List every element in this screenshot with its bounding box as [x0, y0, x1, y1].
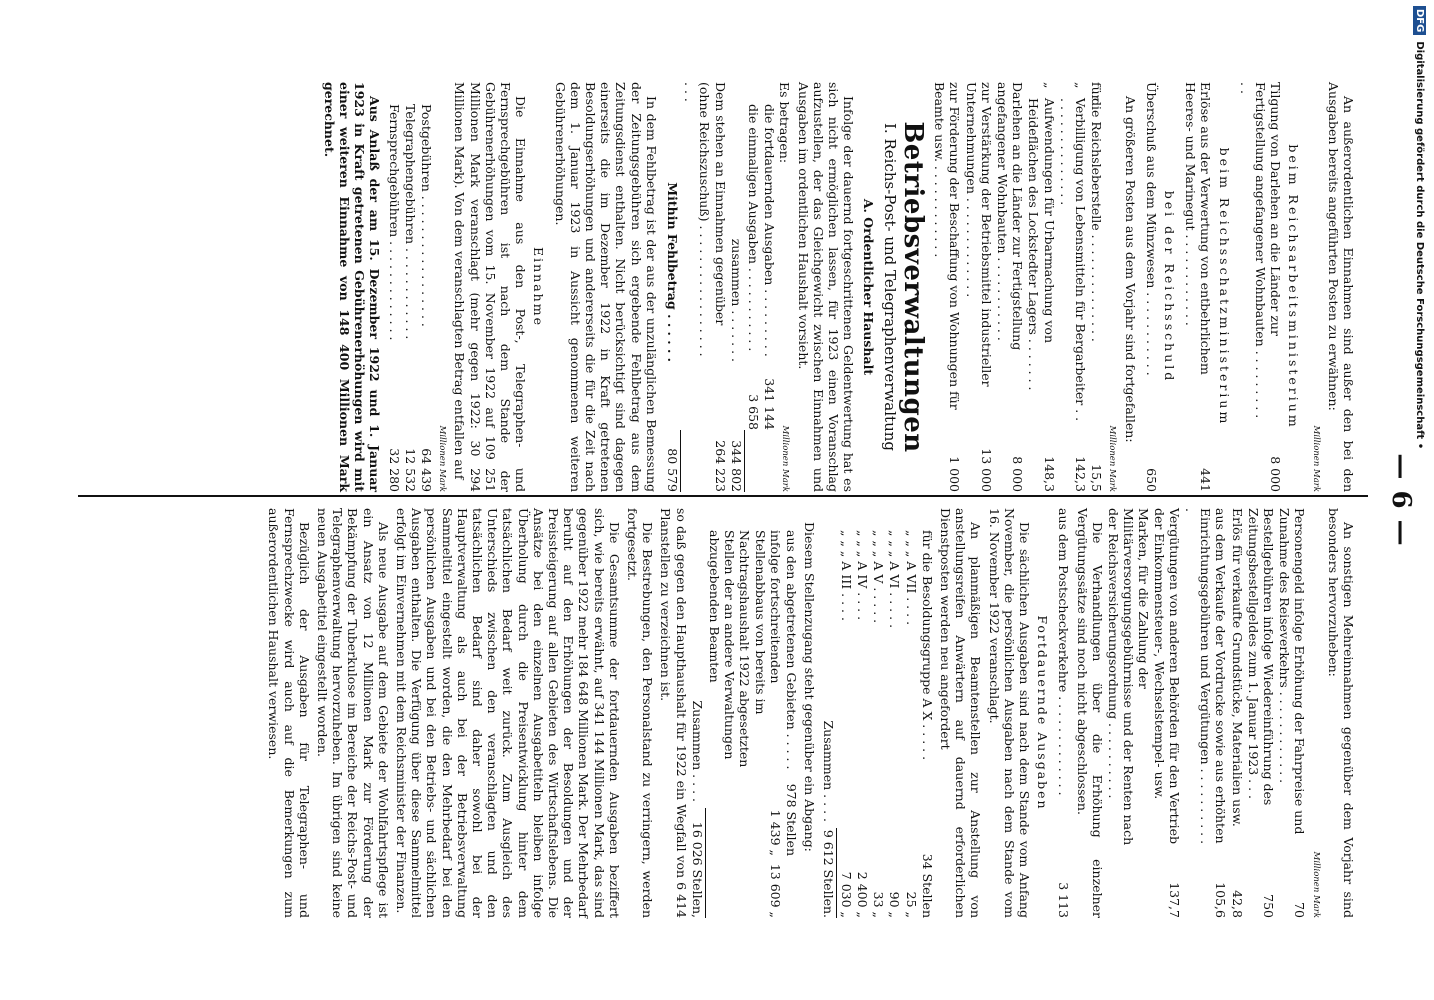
table-row [762, 82, 777, 492]
row-value: 3 658 [746, 394, 762, 430]
table-row [665, 82, 681, 492]
table-row [419, 82, 434, 492]
row-label: Erlös für verkaufte Grundstücke, Materialien usw. [1229, 508, 1245, 827]
table-row [920, 508, 935, 918]
paragraph: An sonstigen Mehreinnahmen gegenüber dem Vorjahr sind besonders hervorzuheben: [1325, 508, 1356, 918]
paragraph: An planmäßigen Beamtenstellen zur Anstellung von anstellungsreifen Anwärtern auf dauernd erforderlichen Dienstposten werden neu angefordert [937, 508, 984, 918]
row-label: „ „ „ A VI . . . . . [887, 530, 903, 629]
paragraph: In dem Fehlbetrag ist der aus der unzulänglichen Bemessung der Zeitungsgebühren sich ergebende Fehlbetrag aus dem Zeitungsdienst enthalten. Nicht berücksichtigt sind dagegen einerseits die im Dezember 1922 in Kraft getretenen Besoldungserhöhungen und andererseits die für die Zeit nach dem 1. Januar 1923 in Aussicht genommenen weiteren Gebührenerhöhungen. [552, 82, 659, 492]
row-label: die fortdauernden Ausgaben . . . . . . . . . [762, 104, 778, 357]
unit-label: Millionen Mark [780, 425, 791, 492]
table-row [1056, 508, 1071, 918]
table-row [963, 82, 993, 492]
row-value: 25 „ [903, 891, 919, 918]
table-row [1238, 82, 1284, 492]
row-value: 13 609 „ [767, 863, 783, 918]
row-value: 70 [1292, 902, 1308, 918]
row-total: 80 579 [665, 430, 681, 492]
paragraph: Die Verhandlungen über die Erhöhung einzelner Vergütungssätze sind noch nicht abgeschlossen. [1074, 508, 1105, 918]
row-value: 264 223 [712, 440, 728, 492]
row-label: zur Förderung der Beschaffung von Wohnungen für Beamte usw. . . . . . . . . . . . . [932, 82, 963, 410]
row-label: „ „ „ A IV . . . . [854, 530, 870, 621]
unit-label: Millionen Mark [437, 425, 448, 492]
row-label: Zusammen . . . . [821, 720, 837, 822]
row-label: zusammen . . . . . . . [728, 238, 744, 362]
row-value: 90 „ [887, 891, 903, 918]
row-value: 8 000 [1268, 456, 1284, 492]
row-value: 148,3 [1041, 456, 1057, 492]
row-value: 34 Stellen [919, 853, 935, 918]
row-label: „ „ „ A VII . . . . [903, 530, 919, 626]
row-value: 32 280 [386, 448, 402, 492]
row-value: 441 [1198, 468, 1214, 492]
ministry-heading: beim Reichsschatzministerium [1216, 147, 1232, 427]
row-value: 12 532 [402, 448, 418, 492]
footer-credit [1406, 0, 1434, 1000]
es-betragen-line [777, 82, 792, 492]
row-label: Überschuß aus dem Münzwesen . . . . . . . . . . . [1143, 82, 1159, 376]
row-value: 1 439 „ [767, 809, 783, 856]
row-label: Vergütungen von anderen Behörden für den Vertrieb der Einkommensteuer-, Wechselstempel- usw. Marken, für die Zahlung der Militärversorgungsgebührnisse und der Renten nach der Reichsversicherungsordnung . . . . . . . . . . [1105, 508, 1182, 846]
row-value: 750 [1260, 894, 1276, 918]
section-title: Betriebsverwaltungen [897, 121, 928, 453]
table-row [1277, 508, 1307, 918]
table-row [1183, 508, 1229, 918]
table-row [1089, 82, 1104, 492]
row-label: Postgebühren . . . . . . . . . . . . . . . . . [419, 104, 435, 327]
row-label: „ „ „ A V . . . . . [871, 530, 887, 624]
row-value: 7 030 „ [838, 871, 854, 918]
row-label: Mithin Fehlbetrag . . . . . . [665, 182, 681, 362]
row-value: 105,6 [1213, 882, 1229, 918]
row-label: die einmaligen Ausgaben . . . . . . . . . . . [746, 104, 762, 352]
paragraph: An größeren Posten aus dem Vorjahr sind fortgefallen: [1122, 96, 1138, 443]
paragraph: An außerordentlichen Einnahmen sind außer den bei den Ausgaben bereits angeführten Posten zu erwähnen: [1325, 82, 1356, 492]
row-total: 344 802 [729, 430, 745, 492]
table-row [903, 508, 918, 918]
section-subtitle: I. Reichs-Post- und Telegraphenverwaltung [880, 123, 899, 451]
paragraph: Die Gesamtsumme der fortdauernden Ausgaben beziffert sich, wie bereits erwähnt, auf 341 144 Millionen Mark, das sind gegenüber 1922 mehr 184 648 Millionen Mark. Der Mehrbedarf beruht auf den Erhöhungen der Besoldungen und der Preissteigerung auf allen Gebieten des Wirtschaftslebens. Die Ansätze bei den einzelnen Ausgabetiteln bleiben infolge Überholung durch die Preisentwicklung hinter dem tatsächlichen Bedarf weit zurück. Zum Ausgleich des Unterschieds zwischen den veranschlagten und den tatsächlichen Bedarf sind daher sowohl bei der Hauptverwaltung als auch bei der Betriebsverwaltung Sammeltitel eingestellt worden, die den Mehrbedarf bei den persönlichen Ausgaben und bei den Betriebs- und sächlichen Ausgaben enthalten. Die Verfügung über diese Sammelmittel erfolgt im Einvernehmen mit dem Reichsminister der Finanzen. [394, 508, 622, 918]
row-label: Zusammen . . . . [689, 700, 705, 802]
row-label: Aufwendungen für Urbarmachung von Heideflächen des Lockstedter Lagers . . . . . . . [1026, 98, 1057, 391]
table-row [1246, 508, 1276, 918]
unit-label: Millionen Mark [1310, 425, 1321, 492]
einnahme-heading: Einnahme [531, 247, 547, 327]
table-row [1026, 82, 1056, 492]
row-value: 137,7 [1166, 882, 1182, 918]
row-label: infolge fortschreitenden Stellenabbaus von bereits im Nachtragshaushalt 1922 abgesetzten Stellen der an andere Verwaltungen abzugebenden Beamten [707, 530, 783, 768]
row-mark: „ [1072, 82, 1088, 89]
paragraph: so daß gegen den Haupthaushalt für 1922 ein Wegfall von 6 414 Planstellen zu verzeichnen ist. [658, 508, 689, 918]
table-row [784, 508, 799, 918]
paragraph: Infolge der dauernd fortgeschrittenen Geldentwertung hat es sich nicht ermöglichen lassen, für 1923 einen Voranschlag aufzustellen, der das Gleichgewicht zwischen Einnahmen und Ausgaben im ordentlichen Haushalt vorsieht. [795, 82, 857, 492]
table-row [871, 508, 886, 918]
footer-text: Digitalisierung gefördert durch die Deutsche Forschungsgemeinschaft • [1414, 41, 1426, 450]
section-subheading: A. Ordentlicher Haushalt [860, 198, 876, 376]
row-label: „ „ „ A III . . . . [838, 530, 854, 621]
column-divider [78, 495, 1368, 497]
table-row [932, 82, 962, 492]
ministry-heading: bei der Reichsschuld [1161, 190, 1177, 384]
ministry-heading: beim Reichsarbeitsministerium [1286, 144, 1302, 430]
paragraph: Diesem Stellenzugang steht gegenüber ein Abgang: [802, 522, 818, 852]
es-betragen-label: Es betragen: [777, 82, 793, 164]
table-row [690, 508, 706, 918]
table-row [855, 508, 870, 918]
table-row [1183, 82, 1213, 492]
row-label: aus dem Postscheckverkehre . . . . . . . . . . . . . [1056, 508, 1072, 796]
paragraph: Aus Anlaß der am 15. Dezember 1922 und 1. Januar 1923 in Kraft getretenen Gebührenerhöhungen wird mit einer weiteren Einnahme von 148 400 Millionen Mark gerechnet. [321, 82, 383, 492]
right-column [263, 508, 1356, 918]
table-row [995, 82, 1025, 492]
paragraph: Die Einnahme aus den Post-, Telegraphen- und Fernsprechgebühren ist nach dem Stande der Gebührenerhöhungen vom 15. November 1922 auf 109 251 Millionen Mark veranschlagt (mehr gegen 1922: 30 294 Millionen Mark). Von dem veranschlagten Betrag entfallen auf [452, 82, 529, 492]
row-value: 15,5 [1089, 464, 1105, 492]
row-value: 33 „ [871, 891, 887, 918]
row-label: aus dem Verkaufe der Vordrucke sowie aus erhöhten Einrichtungsgebühren und Vergütungen . . . . . . . . . . . [1182, 508, 1229, 845]
row-label: Erlöse aus der Verwertung von entbehrlichem Heeres- und Marinegut . . . . . . . . . . . . [1183, 82, 1214, 375]
row-label: Darlehen an die Länder zur Fertigstellung angefangener Wohnbauten . . . . . . . . . . . [994, 82, 1026, 351]
row-label: Personengeld infolge Erhöhung der Fahrpreise und Zunahme des Reiseverkehrs . . . . . . . . . . . . [1277, 508, 1308, 835]
row-value: 650 [1143, 468, 1159, 492]
table-row [729, 82, 745, 492]
left-column [319, 82, 1356, 492]
row-value: 2 400 „ [854, 871, 870, 918]
row-value: 8 000 [1010, 456, 1026, 492]
table-row [403, 82, 418, 492]
row-label: zur Verstärkung der Betriebsmittel industrieller Unternehmungen . . . . . . . . . . . . . [963, 82, 994, 387]
row-label: Verbilligung von Lebensmitteln für Bergarbeiter . . . . . . . . . . . . . . . . [1057, 98, 1088, 422]
row-label: Dem stehen an Einnahmen gegenüber (ohne Reichszuschuß) . . . . . . . . . . . . . . . . . . . . [682, 82, 728, 357]
paragraph: Als neue Ausgabe auf dem Gebiete der Wohlfahrtspflege ist ein Ansatz von 12 Millionen Mark zur Förderung der Bekämpfung der Tuberkulose im Bereiche der Reichs-Post- und Telegraphenverwaltung hervorzuheben. Im übrigen sind keine neuen Ausgabetitel eingestellt worden. [315, 508, 391, 918]
table-row [821, 508, 837, 918]
row-value: 3 113 [1056, 882, 1072, 918]
row-value: 1 000 [947, 456, 963, 492]
table-row [839, 508, 854, 918]
row-mark: „ [1041, 82, 1057, 89]
dfg-logo: DFG [1414, 6, 1427, 35]
row-label: die Reichsleberstelle . . . . . . . . . . . . . . [1089, 98, 1105, 342]
unit-label: Millionen Mark [1310, 851, 1321, 918]
row-label: Tilgung von Darlehen an die Länder zur Fertigstellung angefangener Wohnbauten . . . . . . . . . . . [1237, 82, 1284, 419]
row-value: 42,8 [1229, 890, 1245, 918]
row-label: für die Besoldungsgruppe A X . . . . . [919, 530, 935, 761]
row-label: aus den abgetretenen Gebieten . . . . . [784, 530, 800, 770]
row-total: 9 612 Stellen. [821, 829, 837, 918]
row-mark: für [1089, 82, 1105, 101]
fortdauernde-heading: Fortdauernde Ausgaben [1035, 615, 1051, 811]
table-row [386, 82, 401, 492]
table-row [1058, 82, 1088, 492]
table-row [1106, 508, 1182, 918]
row-value: 64 439 [419, 448, 435, 492]
row-label: Bestellgebühren infolge Wiedereinführung des Zeitungsbestellgeldes zum 1. Januar 1923 . . . [1245, 508, 1276, 806]
paragraph: Die sächlichen Ausgaben sind nach dem Stande vom Anfang November, die persönlichen Ausgaben nach dem Stande vom 16. November 1922 veranschlagt. [986, 508, 1032, 918]
table-row [682, 82, 728, 492]
row-value: 142,3 [1072, 456, 1088, 492]
row-total: 16 026 Stellen, [690, 808, 706, 918]
row-value: 978 Stellen [784, 783, 800, 856]
table-row [707, 508, 783, 918]
row-label: Telegraphengebühren . . . . . . . . . . . . [402, 104, 418, 340]
paragraph: Bezüglich der Ausgaben für Telegraphen- und Fernsprechzwecke wird auch auf die Bemerkungen zum außerordentlichen Haushalt verwiesen. [266, 508, 312, 918]
page-number: — 6 — [1386, 453, 1416, 547]
unit-label: Millionen Mark [1107, 425, 1118, 492]
row-value: 341 144 [762, 378, 778, 430]
table-row [887, 508, 902, 918]
table-row [746, 82, 761, 492]
table-row [1229, 508, 1244, 918]
row-value: 13 000 [978, 448, 994, 492]
paragraph: Die Bestrebungen, den Personalstand zu verringern, werden fortgesetzt. [625, 508, 656, 918]
footer-credit-inner [1406, 0, 1434, 1000]
row-label: Fernsprechgebühren . . . . . . . . . . . . . [386, 104, 402, 341]
table-row [1144, 82, 1159, 492]
